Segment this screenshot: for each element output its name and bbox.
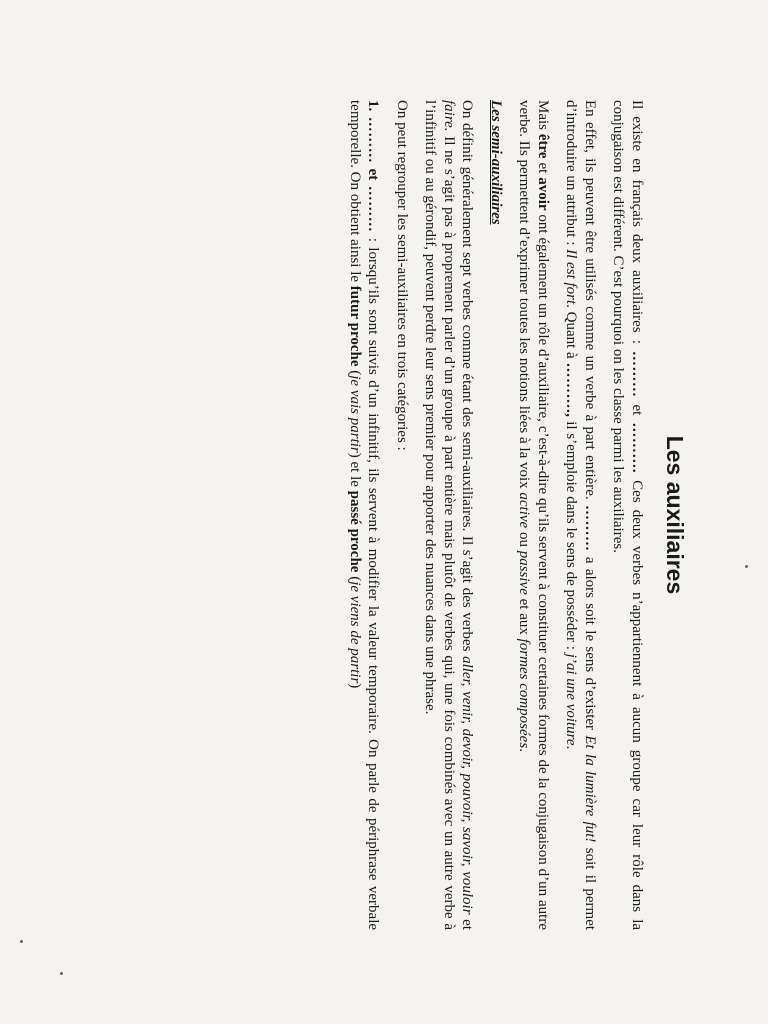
auxiliary-role-paragraph xyxy=(515,100,552,930)
semi-text: On définit généralement sept verbes comme étant des semi-auxiliaires. Il s’agit des verbes xyxy=(459,100,476,657)
rotated-page-content xyxy=(128,100,688,930)
usage-text: . Quant à xyxy=(563,304,580,363)
example-text: Il est fort xyxy=(563,249,580,305)
semi-text: et xyxy=(459,914,476,931)
bold-term: passé proche xyxy=(347,490,363,573)
italic-term: passive xyxy=(516,550,533,595)
semi-auxiliaries-paragraph xyxy=(421,100,477,930)
scan-speck xyxy=(20,940,23,943)
bold-term: futur proche xyxy=(347,285,363,367)
scan-speck xyxy=(60,972,63,975)
intro-paragraph xyxy=(609,100,646,930)
item-text: ( xyxy=(347,366,363,376)
usage-text: a alors soit le sens d’exister xyxy=(582,551,598,736)
bold-term: être xyxy=(535,133,551,159)
intro-text: et xyxy=(629,397,645,423)
usage-text: soit il permet d’introduire un attribut : xyxy=(563,100,598,931)
scan-speck xyxy=(745,565,748,568)
blank-placeholder: ……… xyxy=(365,185,382,233)
italic-term: aller, venir, devoir, pouvoir, savoir, vouloir xyxy=(459,656,476,915)
intro-text: Il existe en français deux auxiliaires : xyxy=(629,100,645,351)
example-text: Et la lumière fut! xyxy=(582,735,598,843)
blank-placeholder: ………. xyxy=(629,422,645,474)
intro-text: Ces deux verbes n’appartiennent à aucun groupe car leur rôle dans la conjugaison est différent. C’est pourquoi on les classe parmi les auxiliaires. xyxy=(610,100,645,931)
italic-term: faire. xyxy=(441,100,457,132)
item-text: ( xyxy=(347,572,363,582)
blank-placeholder: ………., xyxy=(563,362,580,418)
usage-text: . xyxy=(563,745,580,750)
bold-term: avoir xyxy=(535,177,551,211)
section-heading: Les semi-auxiliaires xyxy=(488,100,504,225)
item-text: ) et le xyxy=(347,452,363,491)
role-text: et aux xyxy=(516,594,533,639)
usage-text: En effet, ils peuvent être utilisés comme un verbe à part entière. xyxy=(582,100,598,506)
role-text: ou xyxy=(516,528,533,551)
usage-text: il s’emploie dans le sens de posséder : xyxy=(563,417,580,654)
example-text: je viens de partir xyxy=(347,581,363,684)
role-text: ont également un rôle d’auxiliaire, c’est-à-dire qu’ils servent à constituer certaines formes de la conjugaison d’un autre verbe. Ils permettent d’exprimer toutes les notions liées à la voix xyxy=(516,100,551,930)
example-text: j’ai une voiture xyxy=(563,653,580,746)
item-text: : lorsqu’ils sont suivis d’un infinitif, ils servent à modifier la valeur temporaire. On parle de périphrase verbale temporelle. On obtient ainsi le xyxy=(347,100,382,931)
blank-placeholder: ……… xyxy=(582,505,598,552)
blank-placeholder: ……… xyxy=(629,350,645,398)
italic-term: active xyxy=(516,492,533,529)
page-title: Les auxiliaires xyxy=(662,435,688,595)
item-number: 1. xyxy=(365,100,382,112)
categories-intro: On peut regrouper les semi-auxiliaires en trois catégories : xyxy=(394,100,410,451)
item-text: ) xyxy=(347,683,363,689)
semi-text: Il ne s’agit pas à proprement parler d’un groupe à part entière mais plutôt de verbes qui, une fois combinés avec un autre verbe à l’infinitif ou au gérondif, peuvent perdre leur sens premier pour apporter des nuances dans une phrase. xyxy=(422,100,457,930)
item-text: et xyxy=(365,163,382,186)
role-text: Mais xyxy=(535,100,551,134)
usage-paragraph xyxy=(562,100,599,930)
role-text: et xyxy=(535,158,551,178)
blank-placeholder: ……… xyxy=(365,116,382,164)
example-text: je vais partir xyxy=(347,375,363,453)
category-item-1 xyxy=(346,100,383,930)
role-text: . xyxy=(516,748,533,752)
italic-term: formes composées xyxy=(516,638,533,749)
